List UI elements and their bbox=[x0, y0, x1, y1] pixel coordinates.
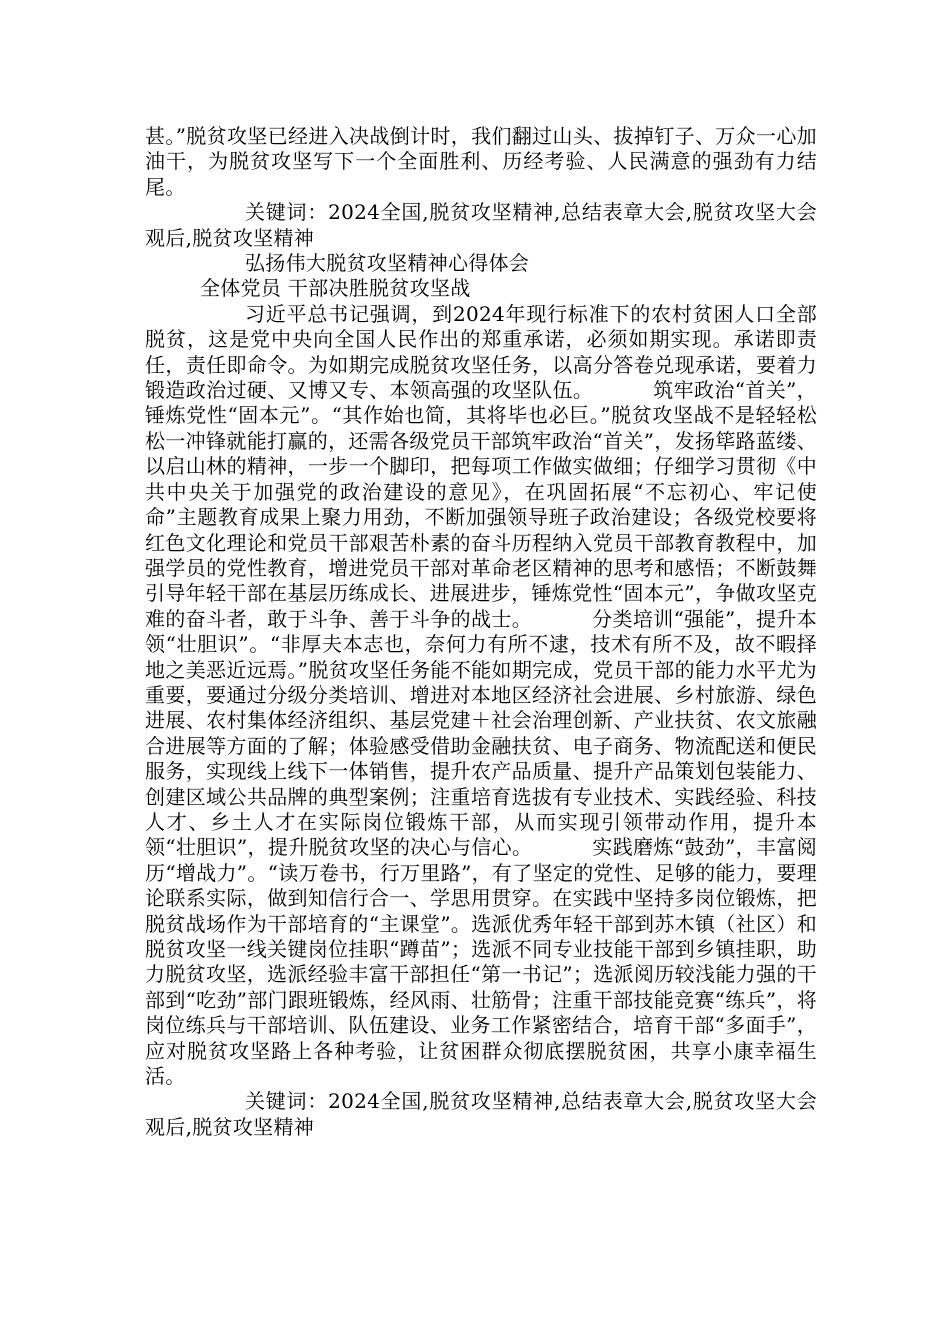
body-text-section-3: 实践磨炼“鼓劲”，丰富阅历“增战力”。“读万卷书，行万里路”，有了坚定的党性、足够的能力，要理论联系实际，做到知信行合一、学思用贯穿。在实践中坚持多岗位锻炼，把脱贫战场作为干部培育的“主课堂”。选派优秀年轻干部到苏木镇（社区）和脱贫攻坚一线关键岗位挂职“蹲苗”；选派不同专业技能干部到乡镇挂职，助力脱贫攻坚，选派经验丰富干部担任“第一书记”；选派阅历较浅能力强的干部到“吃劲”部门跟班锻炼，经风雨、壮筋骨；注重干部技能竞赛“练兵”，将岗位练兵与干部培训、队伍建设、业务工作紧密结合，培育干部“多面手”，应对脱贫攻坚路上各种考验，让贫困群众彻底摆脱贫困，共享小康幸福生活。 bbox=[145, 835, 817, 1089]
article-title: 弘扬伟大脱贫攻坚精神心得体会 bbox=[245, 251, 530, 276]
document-page bbox=[145, 124, 817, 1140]
body-text-section-2: 分类培训“强能”，提升本领“壮胆识”。“非厚夫本志也，奈何力有所不逮，技术有所不及，故不暇择地之美恶近远焉。”脱贫攻坚任务能不能如期完成，党员干部的能力水平尤为重要，要通过分级分类培训、增进对本地区经济社会进展、乡村旅游、绿色进展、农村集体经济组织、基层党建＋社会治理创新、产业扶贫、农文旅融合进展等方面的了解；体验感受借助金融扶贫、电子商务、物流配送和便民服务，实现线上线下一体销售，提升农产品质量、提升产品策划包装能力、创建区域公共品牌的典型案例；注重培育选拔有专业技术、实践经验、科技人才、乡土人才在实际岗位锻炼干部，从而实现引领带动作用，提升本领“壮胆识”，提升脱贫攻坚的决心与信心。 bbox=[145, 606, 817, 860]
article-subtitle: 全体党员 干部决胜脱贫攻坚战 bbox=[200, 276, 471, 301]
body-text-section-1: 筑牢政治“首关”，锤炼党性“固本元”。“其作始也简，其将毕也必巨。”脱贫攻坚战不是轻轻松松一冲锋就能打赢的，还需各级党员干部筑牢政治“首关”，发扬筚路蓝缕、以启山林的精神，一步一个脚印，把每项工作做实做细；仔细学习贯彻《中共中央关于加强党的政治建设的意见》，在巩固拓展“不忘初心、牢记使命”主题教育成果上聚力用劲，不断加强领导班子政治建设；各级党校要将红色文化理论和党员干部艰苦朴素的奋斗历程纳入党员干部教育教程中，加强学员的党性教育，增进党员干部对革命老区精神的思考和感悟；不断鼓舞引导年轻干部在基层历练成长、进展进步，锤炼党性“固本元”，争做攻坚克难的奋斗者，敢于斗争、善于斗争的战士。 bbox=[145, 378, 817, 631]
body-paragraph bbox=[145, 302, 817, 1090]
body-text-intro: 习近平总书记强调，到2024年现行标准下的农村贫困人口全部脱贫，这是党中央向全国人民作出的郑重承诺，必须如期实现。承诺即责任，责任即命令。为如期完成脱贫攻坚任务，以高分答卷兑现承诺，要着力锻造政治过硬、又博又专、本领高强的攻坚队伍。 bbox=[145, 301, 817, 403]
keywords-line: 关键词：2024全国,脱贫攻坚精神,总结表章大会,脱贫攻坚大会观后,脱贫攻坚精神 bbox=[145, 200, 817, 250]
keywords-line-footer: 关键词：2024全国,脱贫攻坚精神,总结表章大会,脱贫攻坚大会观后,脱贫攻坚精神 bbox=[145, 1089, 817, 1139]
intro-paragraph: 甚。”脱贫攻坚已经进入决战倒计时，我们翻过山头、拔掉钉子、万众一心加油干，为脱贫攻坚写下一个全面胜利、历经考验、人民满意的强劲有力结尾。 bbox=[145, 124, 817, 199]
